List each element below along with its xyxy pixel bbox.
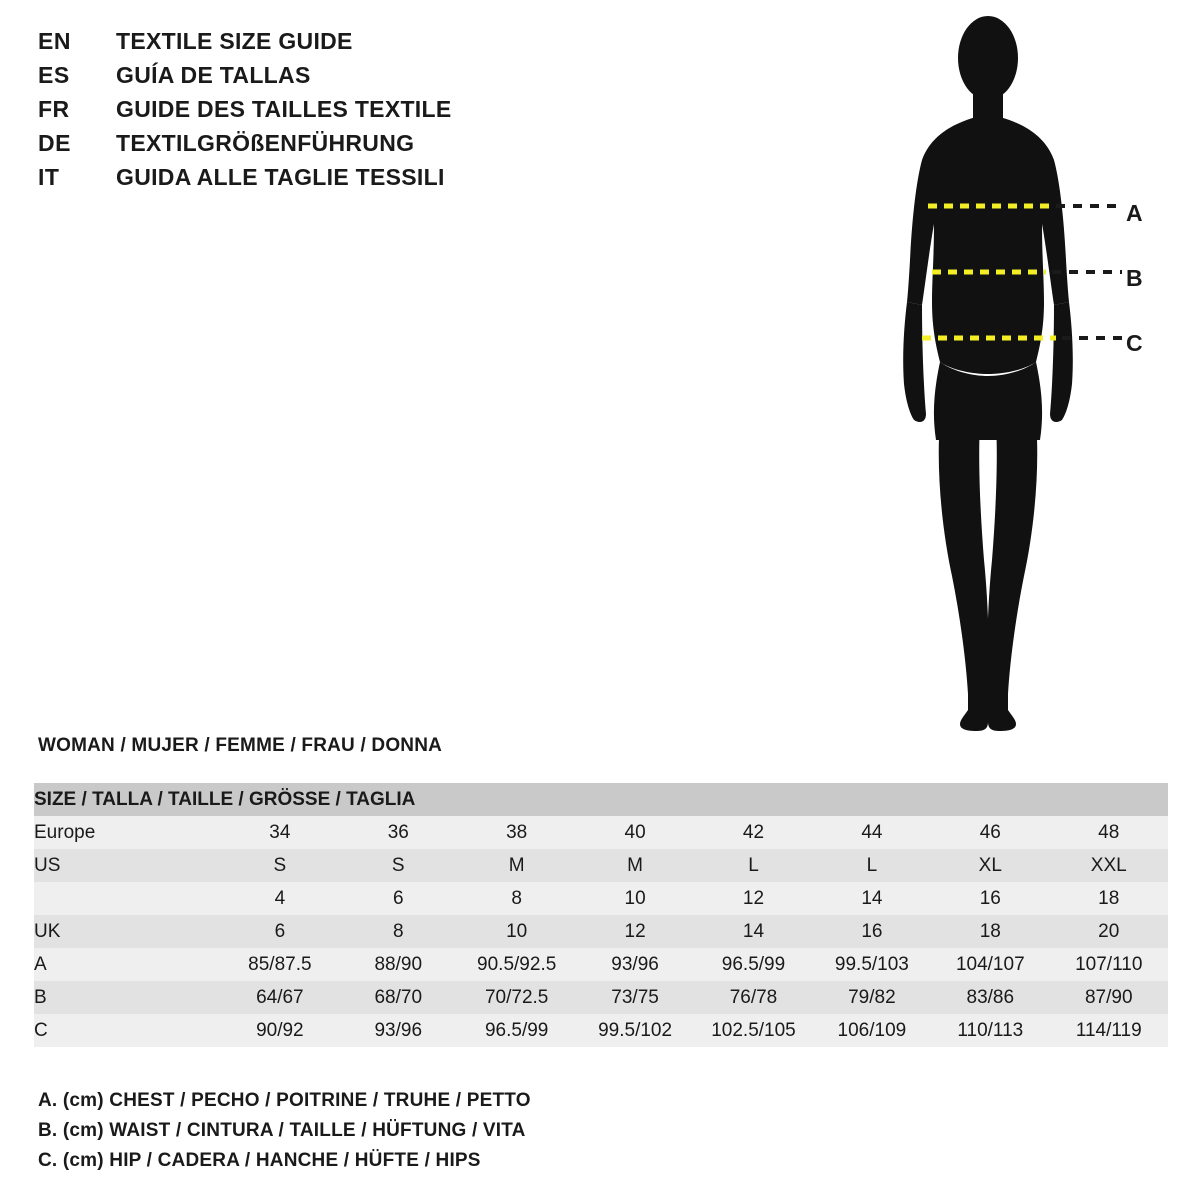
row-label-c: C (34, 1019, 48, 1041)
cell-c-3: 96.5/99 (484, 1019, 549, 1041)
cell-uk-1: 6 (274, 920, 286, 942)
measure-letter-group (1126, 10, 1186, 750)
measure-letter-b: B (1126, 265, 1143, 291)
table-row (34, 981, 1168, 1014)
measure-letter-c: C (1126, 330, 1143, 356)
cell-europe-8: 48 (1098, 821, 1120, 843)
cell-europe-7: 46 (979, 821, 1001, 843)
table-row (34, 915, 1168, 948)
cell-uk-3: 10 (506, 920, 528, 942)
cell-us-2: S (391, 854, 405, 876)
cell-a-6: 99.5/103 (834, 953, 909, 975)
title-lang-de: DE (38, 130, 71, 156)
table-row (34, 1014, 1168, 1047)
cell-usnum-8: 18 (1098, 887, 1120, 909)
cell-b-7: 83/86 (966, 986, 1015, 1008)
title-text-es: GUÍA DE TALLAS (116, 62, 311, 88)
row-label-a: A (34, 953, 47, 975)
table-row (34, 849, 1168, 882)
cell-c-8: 114/119 (1075, 1019, 1142, 1041)
cell-europe-1: 34 (269, 821, 291, 843)
cell-a-7: 104/107 (955, 953, 1025, 975)
cell-a-4: 93/96 (611, 953, 659, 975)
cell-c-5: 102.5/105 (711, 1019, 796, 1041)
cell-b-1: 64/67 (256, 986, 304, 1008)
footnote-a: A. (cm) CHEST / PECHO / POITRINE / TRUHE / PETTO (38, 1090, 531, 1111)
cell-uk-5: 14 (742, 920, 765, 942)
cell-b-6: 79/82 (848, 986, 896, 1008)
title-block (38, 28, 598, 198)
cell-uk-8: 20 (1098, 920, 1120, 942)
cell-usnum-4: 10 (624, 887, 646, 909)
table-row (34, 882, 1168, 915)
title-row-fr (38, 96, 598, 130)
size-table (34, 783, 1168, 1047)
table-header-label: SIZE / TALLA / TAILLE / GRÖSSE / TAGLIA (34, 788, 416, 810)
title-lang-es: ES (38, 62, 70, 88)
cell-a-5: 96.5/99 (721, 953, 786, 975)
woman-silhouette-icon (903, 16, 1073, 731)
cell-c-7: 110/113 (957, 1019, 1024, 1041)
footnotes (38, 1090, 938, 1180)
row-label-b: B (34, 986, 47, 1008)
cell-usnum-2: 6 (392, 887, 404, 909)
cell-us-8: XXL (1090, 854, 1127, 876)
cell-us-6: L (866, 854, 878, 876)
cell-a-2: 88/90 (374, 953, 423, 975)
title-text-en: TEXTILE SIZE GUIDE (116, 28, 353, 54)
cell-us-5: L (748, 854, 759, 876)
measure-letter-a: A (1126, 200, 1143, 226)
title-row-de (38, 130, 598, 164)
cell-us-4: M (627, 854, 643, 876)
cell-europe-5: 42 (742, 821, 765, 843)
cell-b-3: 70/72.5 (484, 986, 549, 1008)
cell-uk-6: 16 (861, 920, 883, 942)
row-label-us-numeric (34, 882, 221, 915)
cell-c-1: 90/92 (256, 1019, 304, 1041)
cell-us-3: M (508, 854, 525, 876)
title-lang-fr: FR (38, 96, 70, 122)
cell-uk-2: 8 (392, 920, 404, 942)
cell-europe-6: 44 (861, 821, 883, 843)
cell-c-4: 99.5/102 (598, 1019, 673, 1041)
cell-c-6: 106/109 (837, 1019, 907, 1041)
title-text-de: TEXTILGRÖßENFÜHRUNG (116, 130, 415, 156)
row-label-us: US (34, 854, 61, 876)
cell-us-7: XL (978, 854, 1002, 876)
title-lang-en: EN (38, 28, 71, 54)
cell-c-2: 93/96 (374, 1019, 423, 1041)
cell-europe-3: 38 (506, 821, 528, 843)
table-row (34, 816, 1168, 849)
title-lang-it: IT (38, 164, 60, 190)
title-row-es (38, 62, 598, 96)
row-label-uk: UK (34, 920, 61, 942)
table-header-row (34, 783, 1168, 816)
title-row-en (38, 28, 598, 62)
cell-uk-7: 18 (979, 920, 1001, 942)
title-text-fr: GUIDE DES TAILLES TEXTILE (116, 96, 452, 122)
cell-uk-4: 12 (624, 920, 646, 942)
footnote-b: B. (cm) WAIST / CINTURA / TAILLE / HÜFTUNG / VITA (38, 1120, 526, 1141)
cell-a-8: 107/110 (1075, 953, 1143, 975)
cell-b-5: 76/78 (729, 986, 778, 1008)
section-label-woman: WOMAN / MUJER / FEMME / FRAU / DONNA (38, 735, 443, 756)
footnote-c: C. (cm) HIP / CADERA / HANCHE / HÜFTE / HIPS (38, 1150, 481, 1171)
cell-b-4: 73/75 (611, 986, 659, 1008)
cell-a-3: 90.5/92.5 (477, 953, 557, 975)
title-row-it (38, 164, 598, 198)
title-text-it: GUIDA ALLE TAGLIE TESSILI (116, 164, 445, 190)
cell-b-8: 87/90 (1084, 986, 1133, 1008)
cell-europe-4: 40 (624, 821, 646, 843)
table-row (34, 948, 1168, 981)
cell-a-1: 85/87.5 (248, 953, 312, 975)
cell-usnum-3: 8 (511, 887, 522, 909)
cell-usnum-7: 16 (979, 887, 1001, 909)
cell-usnum-5: 12 (742, 887, 765, 909)
cell-usnum-6: 14 (861, 887, 883, 909)
row-label-europe: Europe (34, 821, 96, 843)
cell-us-1: S (273, 854, 287, 876)
cell-b-2: 68/70 (374, 986, 423, 1008)
cell-usnum-1: 4 (274, 887, 286, 909)
cell-europe-2: 36 (387, 821, 409, 843)
